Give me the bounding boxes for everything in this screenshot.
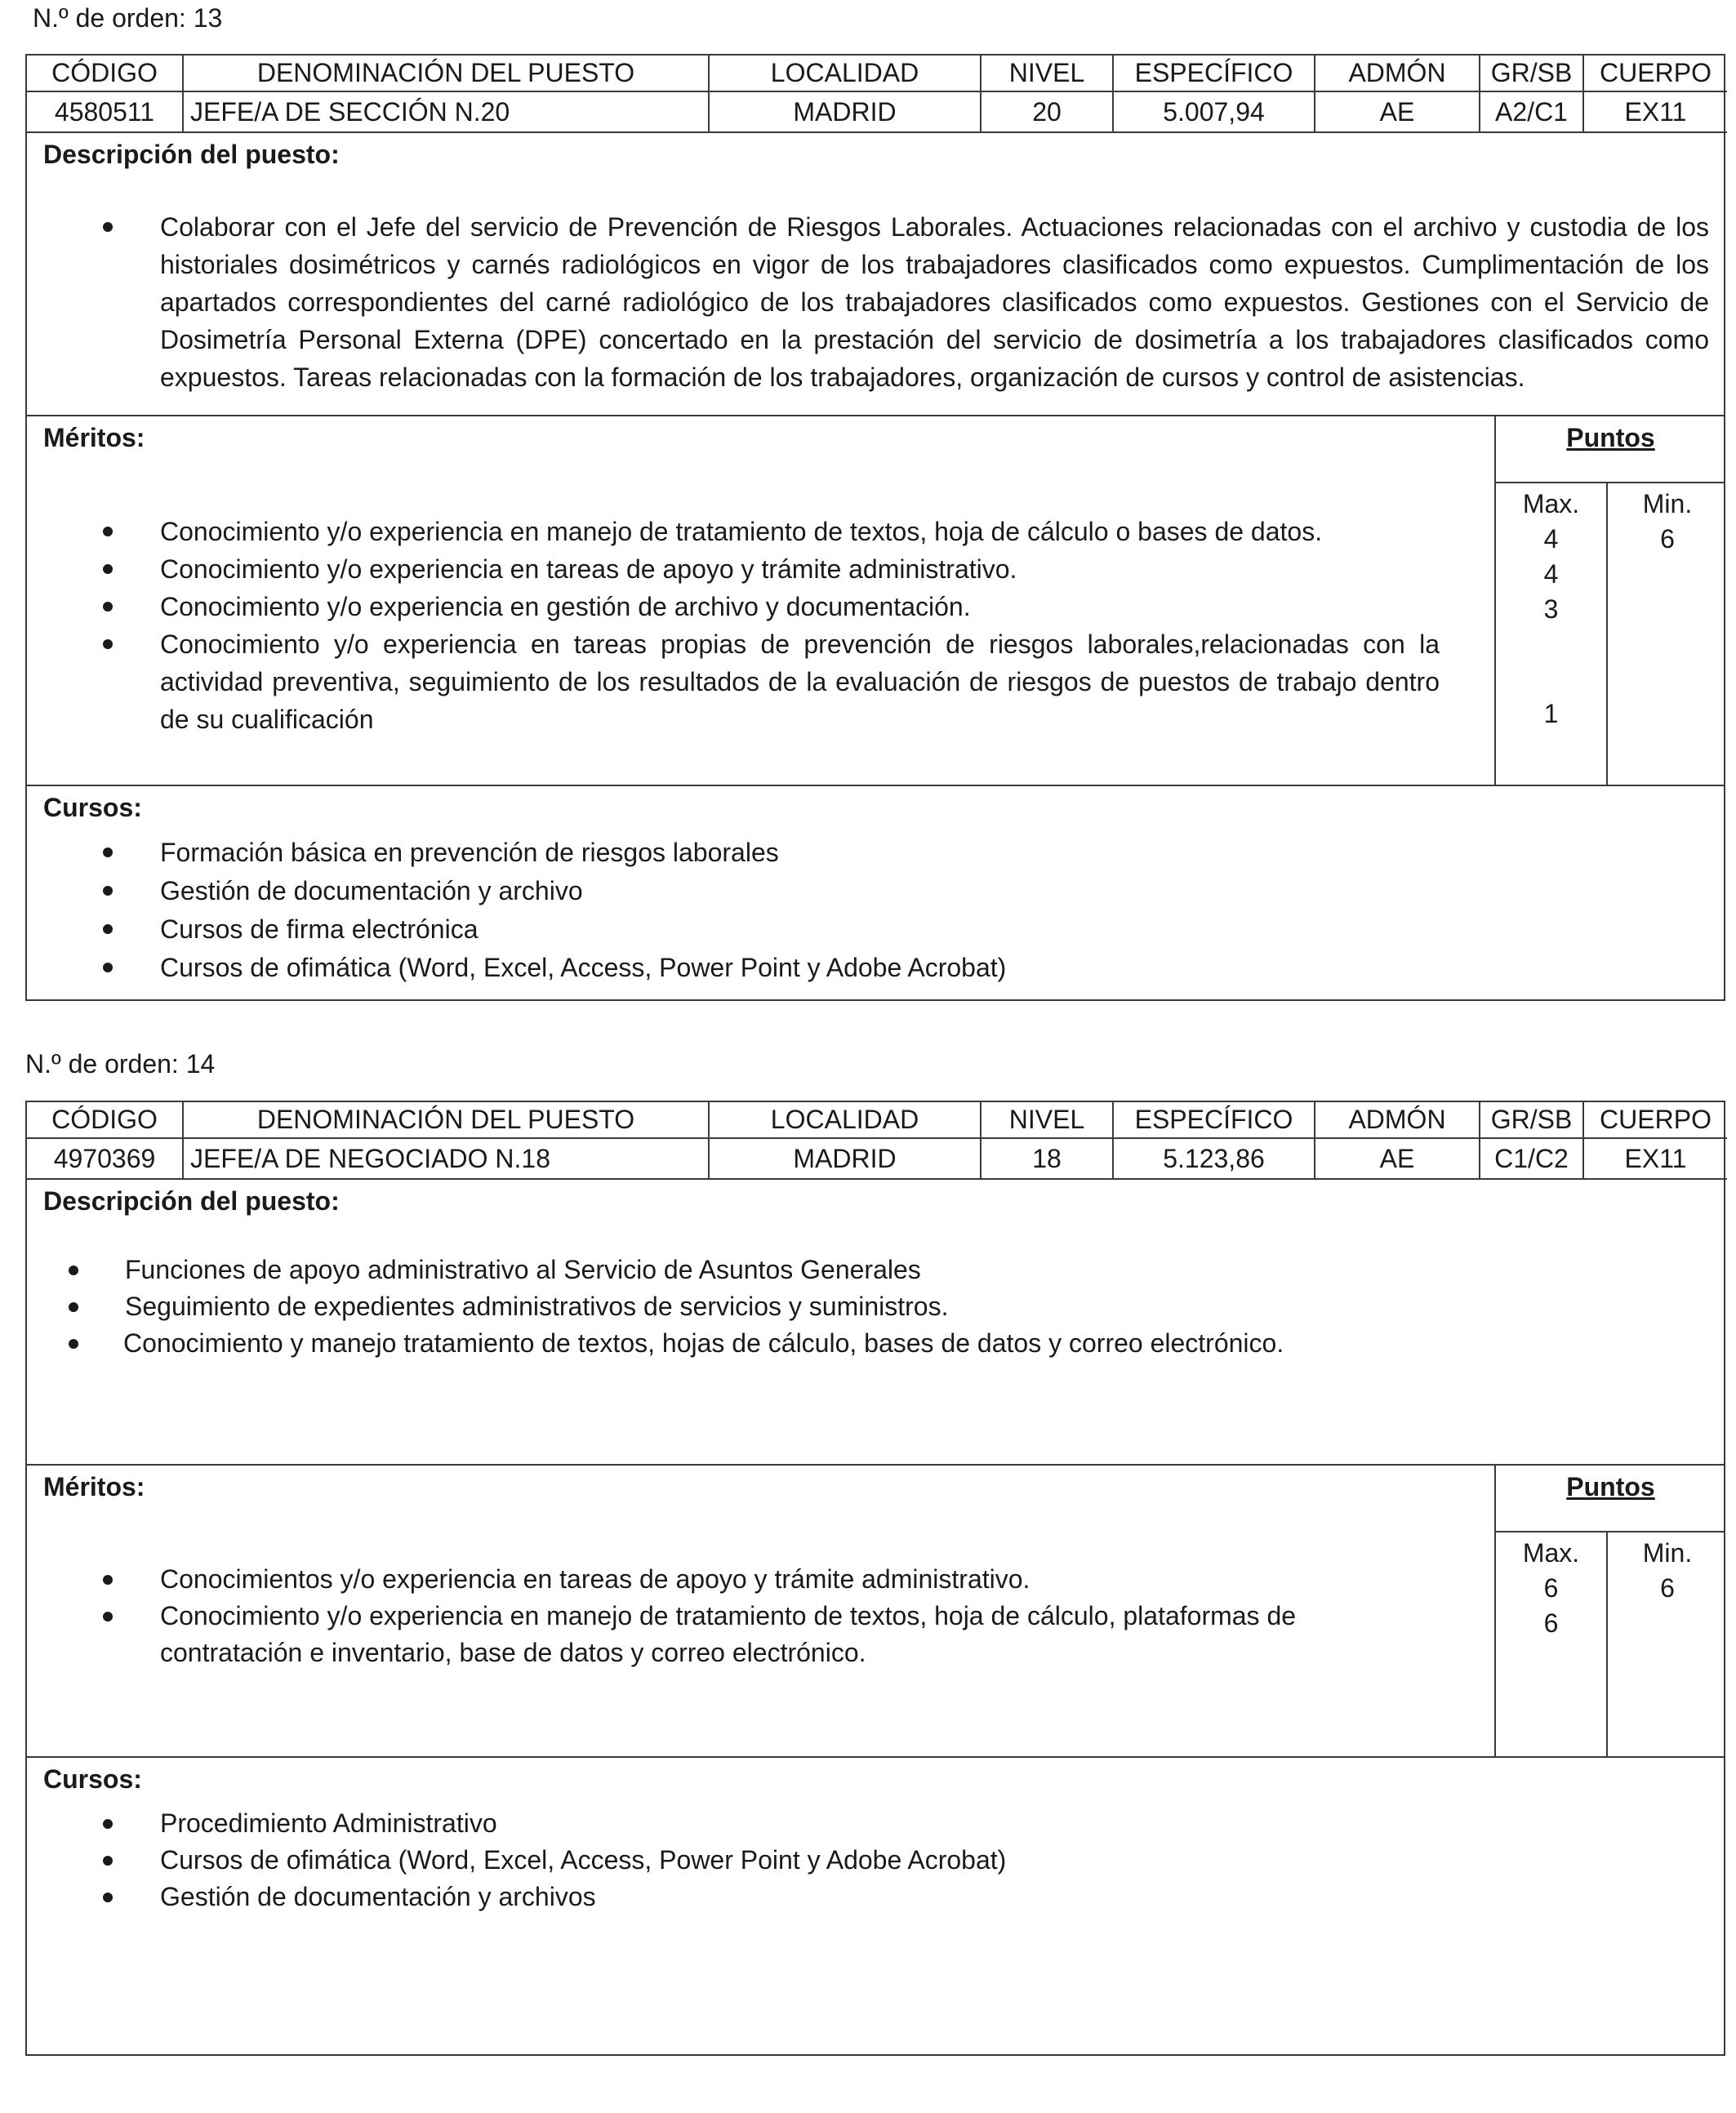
header-localidad: LOCALIDAD: [709, 1102, 981, 1138]
list-item-text: Conocimiento y/o experiencia en manejo de tratamiento de textos, hoja de cálculo o bases de datos.: [160, 517, 1323, 546]
header-grsb: GR/SB: [1480, 1102, 1583, 1138]
orden-number: N.º de orden: 13: [33, 3, 223, 33]
list-item-text: Seguimiento de expedientes administrativos de servicios y suministros.: [125, 1292, 949, 1321]
max-value: 4: [1543, 524, 1559, 554]
cursos-section: [27, 1758, 1724, 2057]
value-nivel: 20: [981, 91, 1113, 132]
list-item: [27, 208, 1709, 396]
header-denominacion: DENOMINACIÓN DEL PUESTO: [183, 56, 709, 91]
meritos-title: Méritos:: [43, 423, 145, 452]
bullet-icon: [103, 963, 113, 972]
min-label: Min.: [1642, 1538, 1693, 1568]
list-item: [27, 1288, 1660, 1325]
max-value: 6: [1543, 1608, 1559, 1638]
cursos-list: [27, 834, 1660, 987]
list-item-text: Gestión de documentación y archivo: [160, 876, 583, 905]
meritos-list: [27, 1561, 1366, 1671]
list-item-text: Cursos de ofimática (Word, Excel, Access, Power Point y Adobe Acrobat): [160, 1845, 1007, 1875]
value-denominacion: JEFE/A DE NEGOCIADO N.18: [183, 1138, 709, 1179]
value-admon: AE: [1315, 91, 1480, 132]
puntos-max-column: [1496, 1536, 1606, 1641]
list-item: [27, 910, 1660, 949]
meritos-section: [27, 1466, 1724, 1758]
header-denominacion: DENOMINACIÓN DEL PUESTO: [183, 1102, 709, 1138]
list-item-text: Conocimientos y/o experiencia en tareas de apoyo y trámite administrativo.: [160, 1564, 1030, 1594]
max-value: 1: [1543, 699, 1559, 728]
puesto-sheet: [25, 1101, 1725, 2056]
list-item: [27, 834, 1660, 872]
value-admon: AE: [1315, 1138, 1480, 1179]
header-codigo: CÓDIGO: [27, 1102, 183, 1138]
list-item-text: Conocimiento y/o experiencia en gestión de archivo y documentación.: [160, 592, 971, 621]
header-localidad: LOCALIDAD: [709, 56, 981, 91]
value-localidad: MADRID: [709, 91, 981, 132]
value-cuerpo: EX11: [1583, 91, 1727, 132]
list-item-text: Funciones de apoyo administrativo al Servicio de Asuntos Generales: [125, 1255, 921, 1284]
puntos-min-column: [1608, 487, 1727, 557]
puntos-max-column: [1496, 487, 1606, 732]
max-value: 4: [1543, 559, 1559, 589]
list-item: [27, 550, 1440, 588]
value-codigo: 4970369: [27, 1138, 183, 1179]
list-item-text: Formación básica en prevención de riesgos laborales: [160, 838, 779, 867]
value-localidad: MADRID: [709, 1138, 981, 1179]
puntos-title: Puntos: [1566, 1472, 1655, 1501]
bullet-icon: [103, 886, 113, 896]
meritos-list: [27, 513, 1440, 738]
list-item: [27, 1325, 1660, 1362]
list-item-text: Conocimiento y/o experiencia en tareas propias de prevención de riesgos laborales,relacionadas con la actividad preventiva, seguimiento de los resultados de la evaluación de riesgos de puestos de trabajo dentro de su cualificación: [160, 629, 1440, 734]
puntos-divider: [1496, 1531, 1725, 1532]
descripcion-list: [27, 208, 1709, 396]
header-admon: ADMÓN: [1315, 56, 1480, 91]
value-cuerpo: EX11: [1583, 1138, 1727, 1179]
bullet-icon: [103, 1612, 113, 1621]
descripcion-title: Descripción del puesto:: [43, 1186, 340, 1216]
list-item: [27, 625, 1440, 738]
bullet-icon: [103, 527, 113, 536]
list-item: [27, 1252, 1660, 1288]
puntos-divider: [1496, 482, 1725, 483]
orden-number: N.º de orden: 14: [25, 1049, 216, 1079]
puntos-column: [1494, 416, 1725, 785]
value-codigo: 4580511: [27, 91, 183, 132]
value-grsb: C1/C2: [1480, 1138, 1583, 1179]
list-item-text: Colaborar con el Jefe del servicio de Prevención de Riesgos Laborales. Actuaciones relacionadas con el archivo y custodia de los historiales dosimétricos y carnés radiológicos en vigor de los trabajadores clasificados como expuestos. Cumplimentación de los apartados correspondientes del carné radiológico de los trabajadores clasificados como expuestos. Gestiones con el Servicio de Dosimetría Personal Externa (DPE) concertado en la prestación del servicio de dosimetría a los trabajadores clasificados como expuestos. Tareas relacionadas con la formación de los trabajadores, organización de cursos y control de asistencias.: [160, 212, 1709, 392]
cursos-title: Cursos:: [43, 793, 142, 822]
bullet-icon: [103, 222, 113, 232]
list-item: [27, 1879, 1660, 1915]
header-cuerpo: CUERPO: [1583, 56, 1727, 91]
list-item: [27, 513, 1440, 550]
value-especifico: 5.007,94: [1113, 91, 1315, 132]
meritos-section: [27, 416, 1724, 786]
list-item-text: Gestión de documentación y archivos: [160, 1882, 596, 1911]
list-item-text: Procedimiento Administrativo: [160, 1808, 497, 1838]
puesto-header-table: [27, 1102, 1727, 1180]
header-grsb: GR/SB: [1480, 56, 1583, 91]
list-item: [27, 1598, 1366, 1671]
bullet-icon: [103, 639, 113, 649]
max-value: 6: [1543, 1573, 1559, 1603]
bullet-icon: [103, 602, 113, 612]
header-nivel: NIVEL: [981, 1102, 1113, 1138]
min-value: 6: [1660, 1573, 1675, 1603]
max-value: [1496, 662, 1606, 696]
header-admon: ADMÓN: [1315, 1102, 1480, 1138]
puntos-column: [1494, 1466, 1725, 1756]
descripcion-section: [27, 133, 1724, 416]
header-codigo: CÓDIGO: [27, 56, 183, 91]
puesto-sheet: [25, 54, 1725, 1001]
list-item-text: Cursos de firma electrónica: [160, 914, 479, 944]
value-grsb: A2/C1: [1480, 91, 1583, 132]
bullet-icon: [103, 1856, 113, 1866]
descripcion-title: Descripción del puesto:: [43, 140, 340, 169]
list-item-text: Cursos de ofimática (Word, Excel, Access, Power Point y Adobe Acrobat): [160, 953, 1007, 982]
list-item-text: Conocimiento y/o experiencia en tareas de apoyo y trámite administrativo.: [160, 554, 1017, 584]
bullet-icon: [69, 1266, 78, 1275]
list-item: [27, 949, 1660, 987]
min-label: Min.: [1642, 489, 1693, 518]
value-denominacion: JEFE/A DE SECCIÓN N.20: [183, 91, 709, 132]
puntos-min-column: [1608, 1536, 1727, 1606]
puntos-title: Puntos: [1566, 423, 1655, 452]
max-value: [1496, 627, 1606, 662]
bullet-icon: [103, 1819, 113, 1829]
bullet-icon: [69, 1302, 78, 1312]
list-item-text: Conocimiento y manejo tratamiento de textos, hojas de cálculo, bases de datos y correo electrónico.: [123, 1328, 1284, 1358]
cursos-section: [27, 786, 1724, 1000]
header-cuerpo: CUERPO: [1583, 1102, 1727, 1138]
list-item: [27, 1842, 1660, 1879]
descripcion-section: [27, 1180, 1724, 1466]
header-especifico: ESPECÍFICO: [1113, 56, 1315, 91]
max-value: 3: [1543, 594, 1559, 624]
list-item: [27, 872, 1660, 910]
bullet-icon: [69, 1339, 78, 1349]
bullet-icon: [103, 564, 113, 574]
cursos-title: Cursos:: [43, 1764, 142, 1794]
header-especifico: ESPECÍFICO: [1113, 1102, 1315, 1138]
max-label: Max.: [1522, 489, 1580, 518]
value-especifico: 5.123,86: [1113, 1138, 1315, 1179]
min-value: 6: [1660, 524, 1675, 554]
bullet-icon: [103, 847, 113, 857]
list-item-text: Conocimiento y/o experiencia en manejo de tratamiento de textos, hoja de cálculo, plataformas de contratación e inventario, base de datos y correo electrónico.: [160, 1601, 1297, 1667]
max-label: Max.: [1522, 1538, 1580, 1568]
puesto-header-table: [27, 56, 1727, 133]
bullet-icon: [103, 1893, 113, 1902]
bullet-icon: [103, 1575, 113, 1585]
meritos-title: Méritos:: [43, 1472, 145, 1501]
list-item: [27, 588, 1440, 625]
list-item: [27, 1805, 1660, 1842]
bullet-icon: [103, 924, 113, 934]
cursos-list: [27, 1805, 1660, 1915]
descripcion-list: [27, 1252, 1660, 1362]
list-item: [27, 1561, 1366, 1598]
value-nivel: 18: [981, 1138, 1113, 1179]
header-nivel: NIVEL: [981, 56, 1113, 91]
